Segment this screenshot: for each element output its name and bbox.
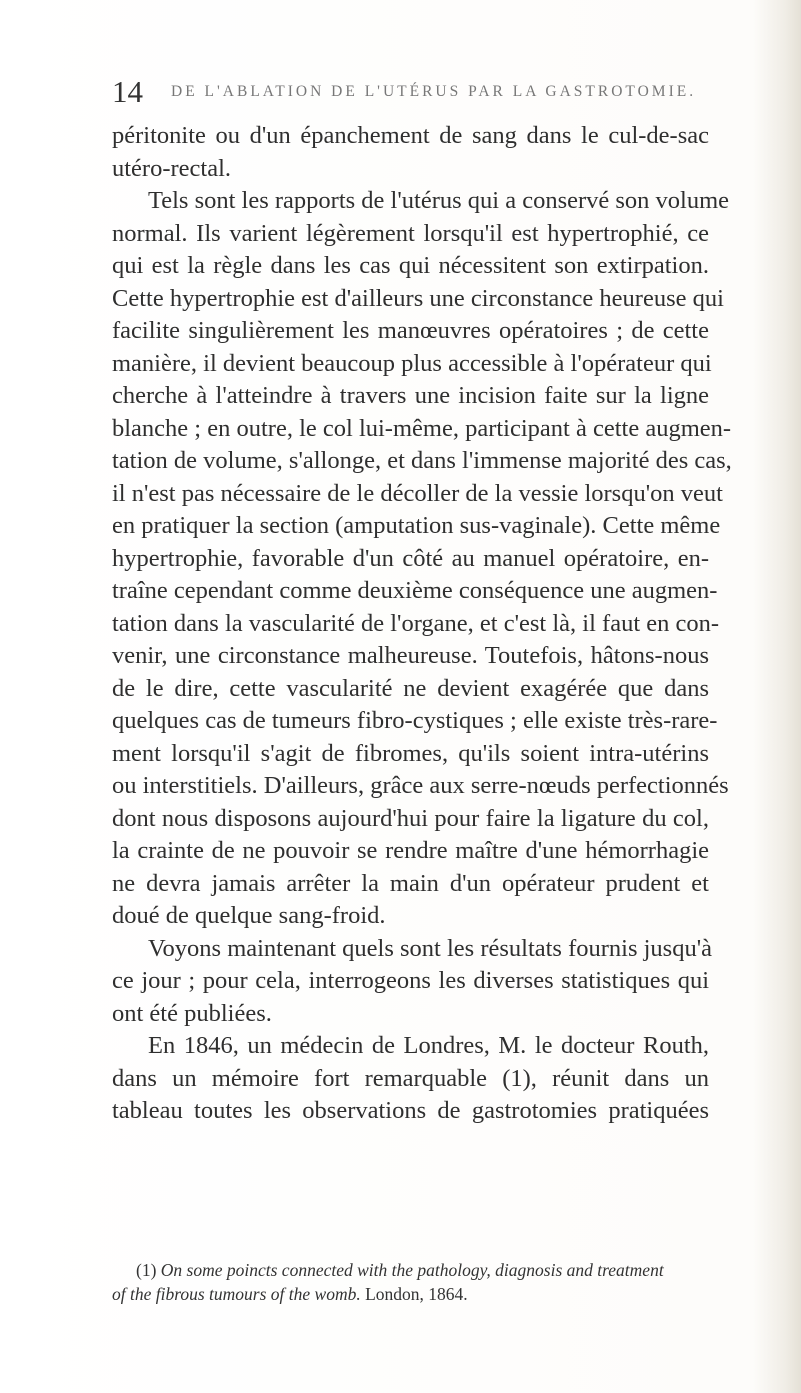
text-line: hypertrophie, favorable d'un côté au manuel opératoire, en- <box>112 544 709 572</box>
body-text <box>112 120 732 1128</box>
text-line: tation dans la vascularité de l'organe, et c'est là, il faut en con- <box>112 609 720 637</box>
text-line: manière, il devient beaucoup plus accessible à l'opérateur qui <box>112 349 712 377</box>
text-line: ont été publiées. <box>112 999 272 1027</box>
footnote-line <box>112 1258 709 1282</box>
footnote-marker: (1) <box>136 1260 157 1280</box>
text-line: ment lorsqu'il s'agit de fibromes, qu'ils soient intra-utérins <box>112 739 709 767</box>
page-number: 14 <box>112 74 143 109</box>
text-line: ne devra jamais arrêter la main d'un opérateur prudent et <box>112 869 709 897</box>
text-line: de le dire, cette vascularité ne devient exagérée que dans <box>112 674 709 702</box>
text-line: En 1846, un médecin de Londres, M. le docteur Routh, <box>148 1032 709 1059</box>
text-line: doué de quelque sang-froid. <box>112 902 386 929</box>
text-line: cherche à l'atteindre à travers une incision faite sur la ligne <box>112 382 709 409</box>
text-line: venir, une circonstance malheureuse. Toutefois, hâtons-nous <box>112 642 709 669</box>
text-line: facilite singulièrement les manœuvres opératoires ; de cette <box>112 317 709 344</box>
text-line: dont nous disposons aujourd'hui pour faire la ligature du col, <box>112 804 709 832</box>
text-line: traîne cependant comme deuxième conséquence une augmen- <box>112 577 718 604</box>
footnote-title-part-1: On some poincts connected with the pathology, diagnosis and treatment <box>160 1260 664 1280</box>
text-line: quelques cas de tumeurs fibro-cystiques ; elle existe très-rare- <box>112 707 718 734</box>
text-line: la crainte de ne pouvoir se rendre maître d'une hémorrhagie <box>112 837 709 864</box>
page-header <box>112 72 712 112</box>
text-line: il n'est pas nécessaire de le décoller de la vessie lorsqu'on veut <box>112 479 723 507</box>
footnote-line <box>112 1282 709 1306</box>
text-line: ce jour ; pour cela, interrogeons les diverses statistiques qui <box>112 967 709 994</box>
text-line: péritonite ou d'un épanchement de sang dans le cul-de-sac <box>112 122 709 149</box>
text-line: utéro-rectal. <box>112 154 232 182</box>
text-line: blanche ; en outre, le col lui-même, participant à cette augmen- <box>112 414 732 442</box>
footnote-publication: London, 1864. <box>365 1284 468 1304</box>
text-line: Cette hypertrophie est d'ailleurs une circonstance heureuse qui <box>112 284 724 312</box>
text-line: tableau toutes les observations de gastrotomies pratiquées <box>112 1097 709 1124</box>
text-line: en pratiquer la section (amputation sus-vaginale). Cette même <box>112 512 721 539</box>
running-title: DE L'ABLATION DE L'UTÉRUS PAR LA GASTROTOMIE. <box>171 83 697 100</box>
footnote <box>112 1258 709 1306</box>
footnote-title-part-2: of the fibrous tumours of the womb. <box>112 1284 361 1304</box>
text-line: Tels sont les rapports de l'utérus qui a conservé son volume <box>148 187 730 214</box>
text-line: normal. Ils varient légèrement lorsqu'il est hypertrophié, ce <box>112 219 709 247</box>
text-line: Voyons maintenant quels sont les résultats fournis jusqu'à <box>148 934 713 962</box>
text-line: ou interstitiels. D'ailleurs, grâce aux serre-nœuds perfectionnés <box>112 772 729 799</box>
text-line: qui est la règle dans les cas qui nécessitent son extirpation. <box>112 252 709 279</box>
text-line: tation de volume, s'allonge, et dans l'immense majorité des cas, <box>112 447 732 474</box>
text-line: dans un mémoire fort remarquable (1), réunit dans un <box>112 1064 709 1092</box>
